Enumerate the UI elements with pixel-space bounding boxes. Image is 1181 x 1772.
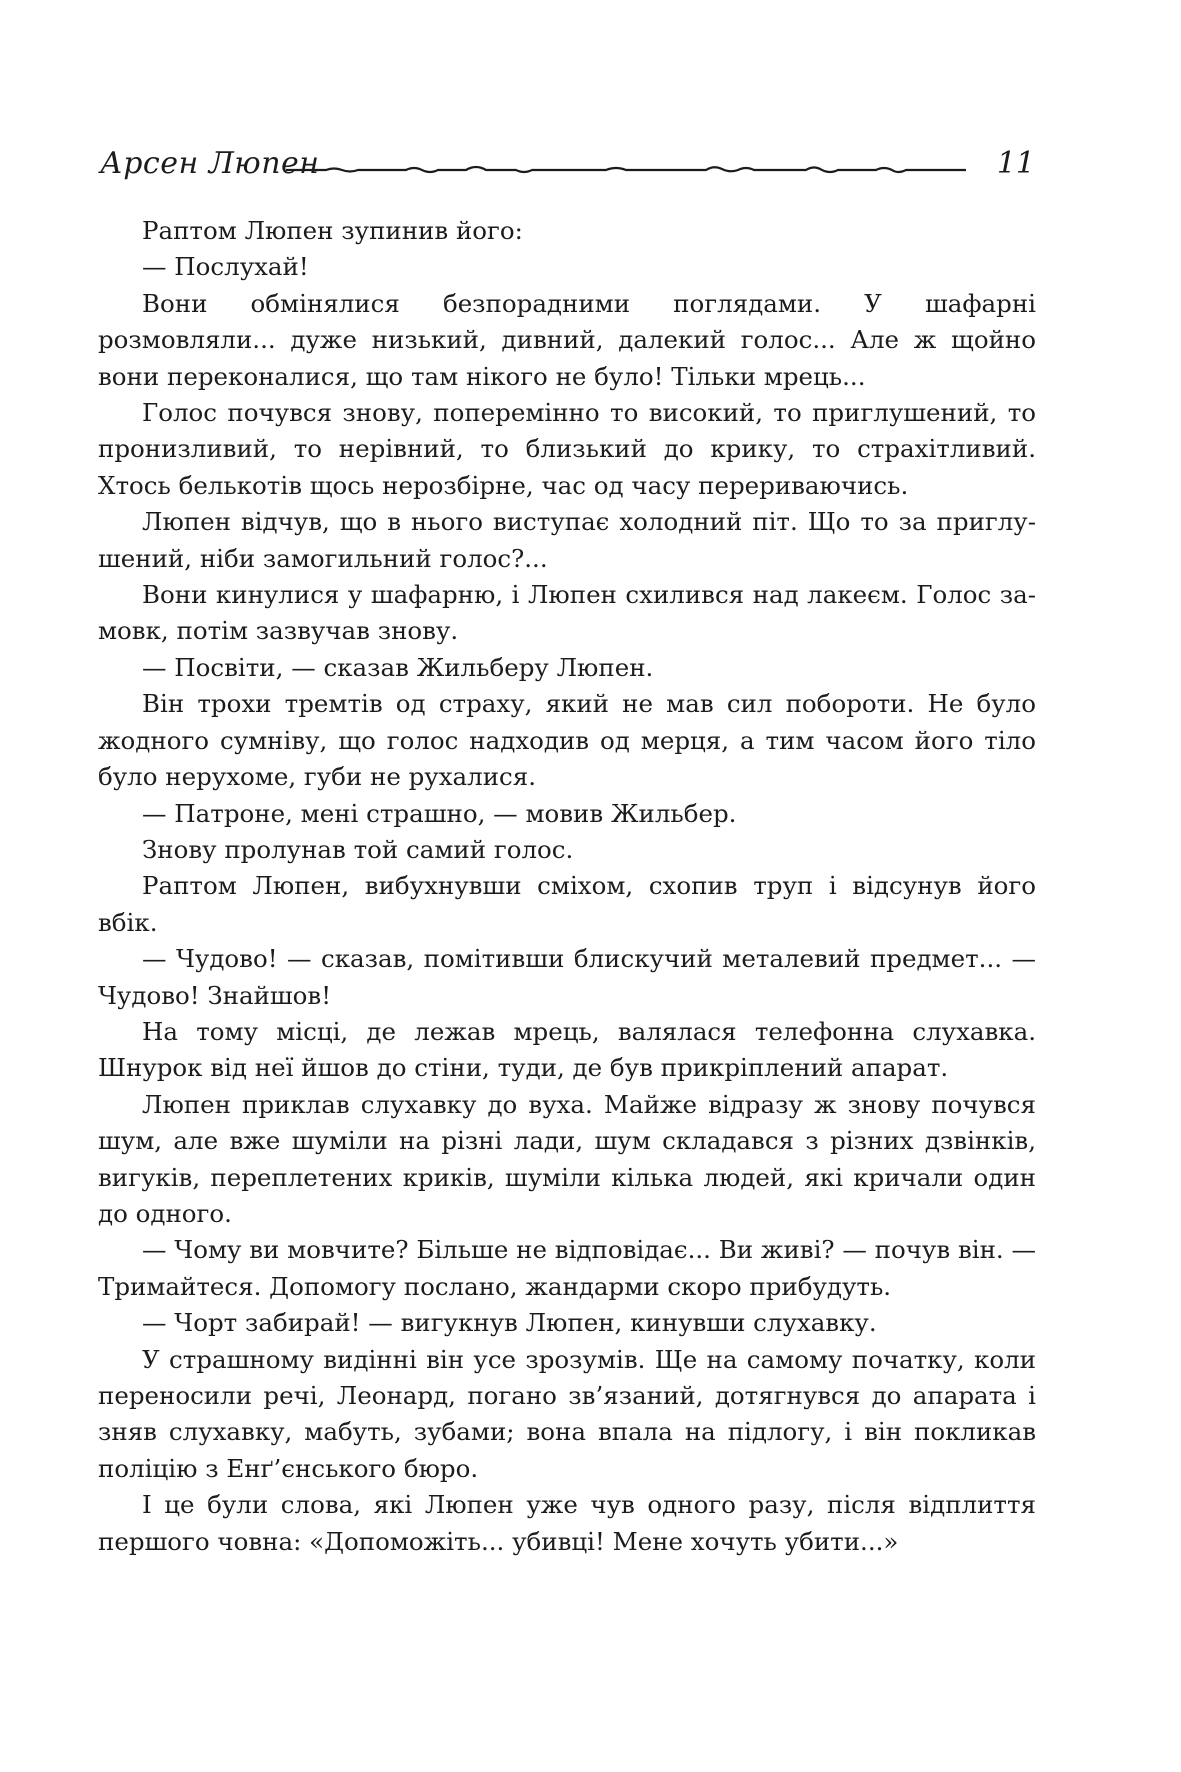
running-head — [100, 142, 1035, 192]
paragraph: Вони обмінялися безпорадними поглядами. У шафарні розмовляли... дуже низький, дивний, далекий голос... Але ж щойно вони переконалися, що там нікого не було! Тільки мрець... — [98, 288, 1036, 391]
paragraph: Раптом Люпен, вибухнувши сміхом, схопив труп і відсунув його вбік. — [98, 871, 1036, 937]
paragraph: Він трохи тремтів од страху, який не мав сил побороти. Не було жодного сумніву, що голос надходив од мерця, а тим часом його тіло було нерухоме, губи не рухалися. — [98, 689, 1036, 792]
paragraph: Вони кинулися у шафарню, і Люпен схилився над лакеєм. Голос замовк, потім зазвучав знову. — [98, 580, 1036, 646]
paragraph: Люпен приклав слухавку до вуха. Майже відразу ж знову почувся шум, але вже шуміли на різні лади, шум складався з різних дзвінків, вигуків, переплетених криків, шуміли кілька людей, які кричали один до одного. — [98, 1089, 1036, 1228]
book-title: Арсен Люпен — [100, 146, 320, 181]
paragraph: — Патроне, мені страшно, — мовив Жильбер. — [142, 798, 737, 828]
paragraph: — Посвіти, — сказав Жильберу Люпен. — [142, 652, 654, 682]
paragraph: Голос почувся знову, поперемінно то високий, то приглушений, то пронизливий, то нерівний, то близький до крику, то страхітливий. Хтось белькотів щось нерозбірне, час од часу перериваючись. — [98, 398, 1036, 500]
paragraph: Люпен відчув, що в нього виступає холодний піт. Що то за приглушений, ніби замогильний голос?... — [98, 507, 1036, 573]
paragraph: У страшному видінні він усе зрозумів. Ще на самому початку, коли переносили речі, Леонард, погано зв’язаний, дотягнувся до апарата і зняв слухавку, мабуть, зубами; вона впала на підлогу, і він покликав поліцію з Енґ’єнського бюро. — [98, 1344, 1036, 1483]
paragraph: — Чому ви мовчите? Більше не відповідає... Ви живі? — почув він. — Тримайтеся. Допомогу послано, жандарми скоро прибудуть. — [98, 1235, 1036, 1301]
paragraph: — Чорт забирай! — вигукнув Люпен, кинувши слухавку. — [142, 1308, 877, 1338]
ornamental-rule-icon — [286, 156, 966, 182]
page-number: 11 — [996, 146, 1035, 181]
paragraph: — Чудово! — сказав, помітивши блискучий металевий предмет... — Чудово! Знайшов! — [98, 944, 1036, 1010]
paragraph: Знову пролунав той самий голос. — [142, 834, 574, 864]
paragraph: — Послухай! — [142, 252, 309, 282]
paragraph: І це були слова, які Люпен уже чув одного разу, після відплиття першого човна: «Допоможіть... убивці! Мене хочуть убити...» — [98, 1490, 1036, 1556]
paragraph: На тому місці, де лежав мрець, валялася телефонна слухавка. Шнурок від неї йшов до стіни, туди, де був прикріплений апарат. — [98, 1016, 1036, 1083]
body-text — [98, 213, 1036, 1560]
paragraph: Раптом Люпен зупинив його: — [142, 216, 523, 245]
